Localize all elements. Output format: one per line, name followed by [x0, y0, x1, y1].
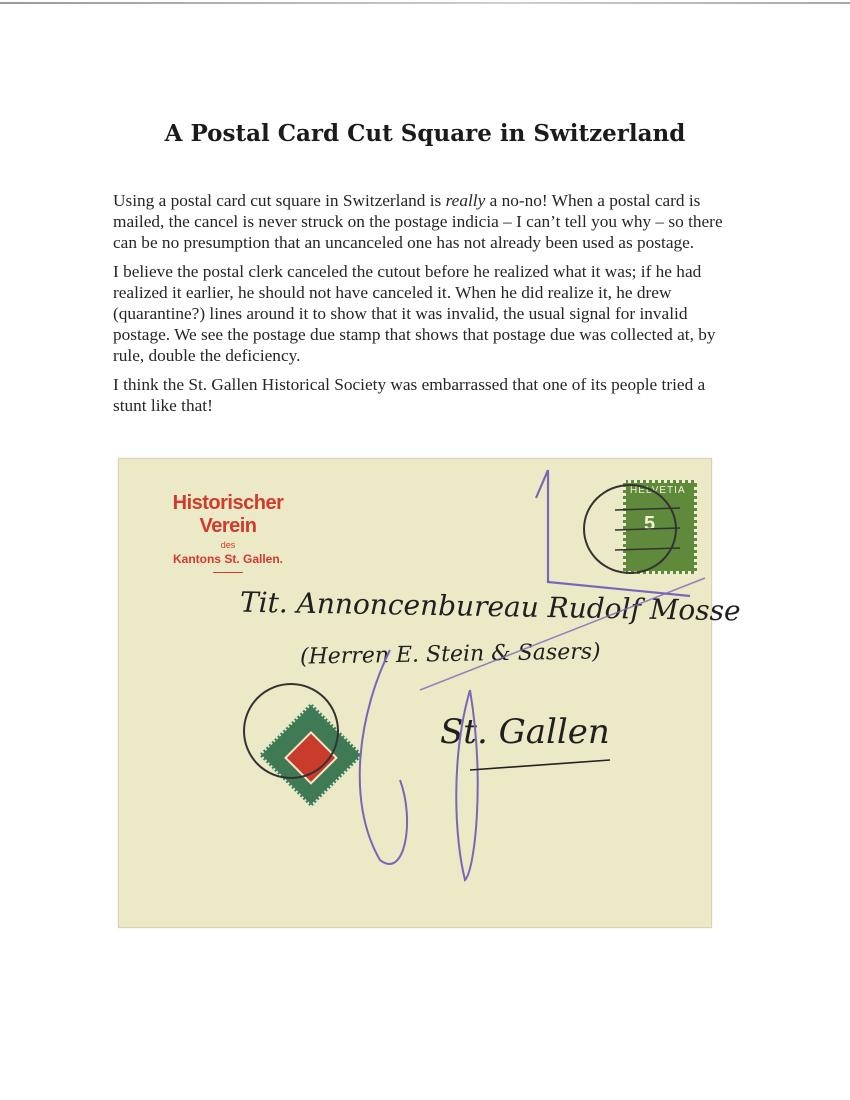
paragraph-1-emphasis: really — [445, 191, 486, 210]
postmark-bars — [615, 508, 680, 550]
paragraph-1-start: Using a postal card cut square in Switzerland is — [113, 191, 446, 210]
sender-des: des — [220, 540, 236, 550]
address-underline — [470, 760, 610, 770]
sender-name: Historischer Verein — [172, 492, 284, 537]
paragraph-1-end: a no-no! When a postal card is mailed, the cancel is never struck on the postage indicia – I can’t tell you why – so there can be no presumption that an uncanceled one has not already been used as postage. — [113, 191, 723, 252]
stamp-country: HELVETIA — [630, 485, 686, 496]
paragraph-3: I think the St. Gallen Historical Society was embarrassed that one of its people tried a stunt like that! — [113, 375, 706, 415]
sender-place: Kantons St. Gallen. — [172, 552, 283, 566]
due-pencil-mark — [360, 650, 478, 880]
quarantine-lines — [536, 470, 690, 596]
stamp-denomination: 5 — [644, 513, 656, 535]
paragraph-2: I believe the postal clerk canceled the cutout before he realized what it was; if he had realized it earlier, he should not have canceled it. When he did realize it, he drew (quarantine?) lines around it to show that it was invalid, the usual signal for invalid postage. We see the postage due stamp that shows that postage due was collected at, by rule, double the deficiency. — [113, 262, 716, 365]
quarantine-diagonal — [420, 578, 705, 690]
address-line-2: (Herren E. Stein & Sasers) — [299, 639, 601, 670]
page-title: A Postal Card Cut Square in Switzerland — [164, 120, 686, 147]
address-line-3: St. Gallen — [440, 712, 610, 752]
address-line-1: Tit. Annoncenbureau Rudolf Mosse — [239, 585, 741, 628]
